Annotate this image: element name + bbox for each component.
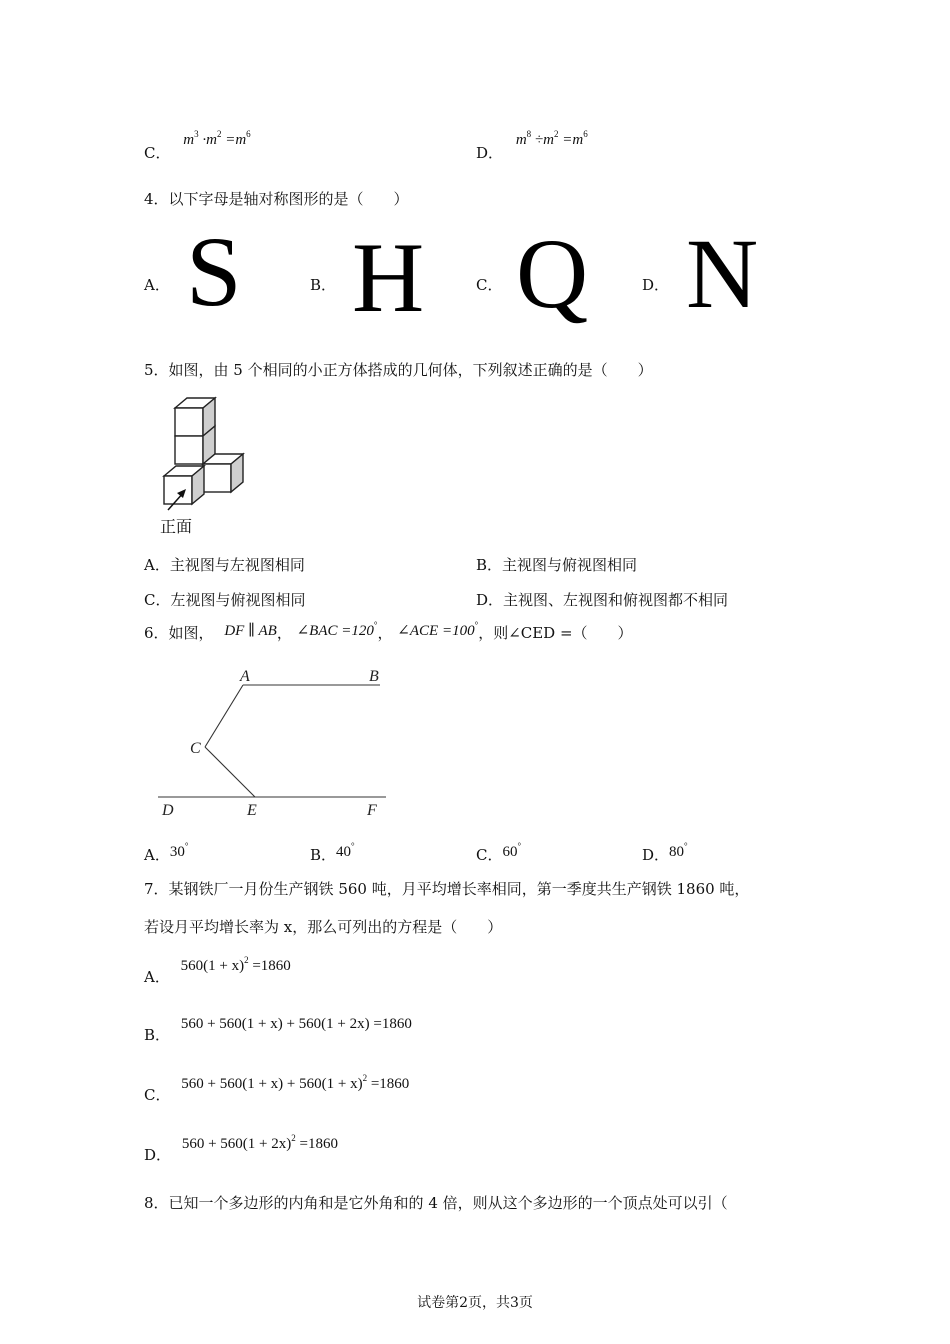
q5-option-d: D．主视图、左视图和俯视图都不相同 [476,591,729,609]
figure-caption: 正面 [160,517,193,536]
q6-option-b: B．40° [310,841,355,864]
q3-option-c [144,128,251,162]
question-5-stem: 5．如图，由 5 个相同的小正方体搭成的几何体，下列叙述正确的是（ ） [144,361,653,379]
formula: $m^3 \cdot m^2 =m^6$ [183,129,251,148]
q7-option-d: D． $560 + 560(1 + 2x)^2 =1860$ [144,1133,338,1164]
q6-option-c: C．60° [476,841,522,864]
q3-option-d [476,128,588,162]
point-e-label: E [247,802,257,819]
point-b-label: B [369,668,379,685]
cube-front-face [175,408,203,436]
cube-front-face [203,464,231,492]
letter-h: H [352,222,425,333]
equation: $560(1 + x)^2 =1860$ [180,955,291,974]
q4-option-d-label: D． [642,276,670,294]
question-8-stem: 8．已知一个多边形的内角和是它外角和的 4 倍，则从这个多边形的一个顶点处可以引（ [144,1194,728,1212]
condition-parallel: DF ∥ AB [224,623,277,639]
geometry-figure [150,662,400,822]
q4-option-a-label: A． [144,276,170,294]
question-4-stem: 4．以下字母是轴对称图形的是（ ） [144,190,409,208]
q4-option-c-label: C． [476,276,503,294]
option-label: C． [144,144,171,162]
line-ce [205,747,255,797]
q6-option-a: A．30° [144,841,189,864]
question-7-stem-line1: 7．某钢铁厂一月份生产钢铁 560 吨，月平均增长率相同，第一季度共生产钢铁 1860 吨， [144,880,750,898]
q7-option-a: A． $560(1 + x)^2 =1860$ [144,955,291,986]
question-7-stem-line2: 若设月平均增长率为 x，那么可列出的方程是（ ） [144,918,503,936]
point-d-label: D [162,802,174,819]
equation: $560 + 560(1 + x) + 560(1 + x)^2 =1860$ [181,1073,410,1092]
letter-q: Q [516,218,589,329]
question-6-stem: 6．如图， DF ∥ AB， ∠BAC =120°， ∠ACE =100°，则∠CED =（ ） [144,620,633,642]
letter-s: S [186,216,242,327]
point-a-label: A [240,668,250,685]
option-label: D． [476,144,504,162]
letter-n: N [686,218,759,329]
point-c-label: C [190,740,201,757]
page-footer: 试卷第2页，共3页 [417,1295,533,1311]
formula: $m^8 \div m^2 =m^6$ [515,129,588,148]
q7-option-b: B． 560 + 560(1 + x) + 560(1 + 2x) =1860 [144,1016,412,1044]
q6-option-d: D．80° [642,841,688,864]
point-f-label: F [367,802,377,819]
cube-stack-figure [150,392,260,512]
q4-option-b-label: B． [310,276,337,294]
q7-option-c: C． $560 + 560(1 + x) + 560(1 + x)^2 =1860$ [144,1073,410,1104]
condition-angle-bac: ∠BAC =120° [296,620,378,639]
q5-option-b: B．主视图与俯视图相同 [476,556,638,574]
cube-front-face [175,436,203,464]
equation: 560 + 560(1 + x) + 560(1 + 2x) =1860 [180,1016,412,1032]
q5-option-a: A．主视图与左视图相同 [144,556,305,574]
q5-option-c: C．左视图与俯视图相同 [144,591,306,609]
line-ac [205,685,243,747]
equation: $560 + 560(1 + 2x)^2 =1860$ [181,1133,338,1152]
condition-angle-ace: ∠ACE =100° [397,620,479,639]
